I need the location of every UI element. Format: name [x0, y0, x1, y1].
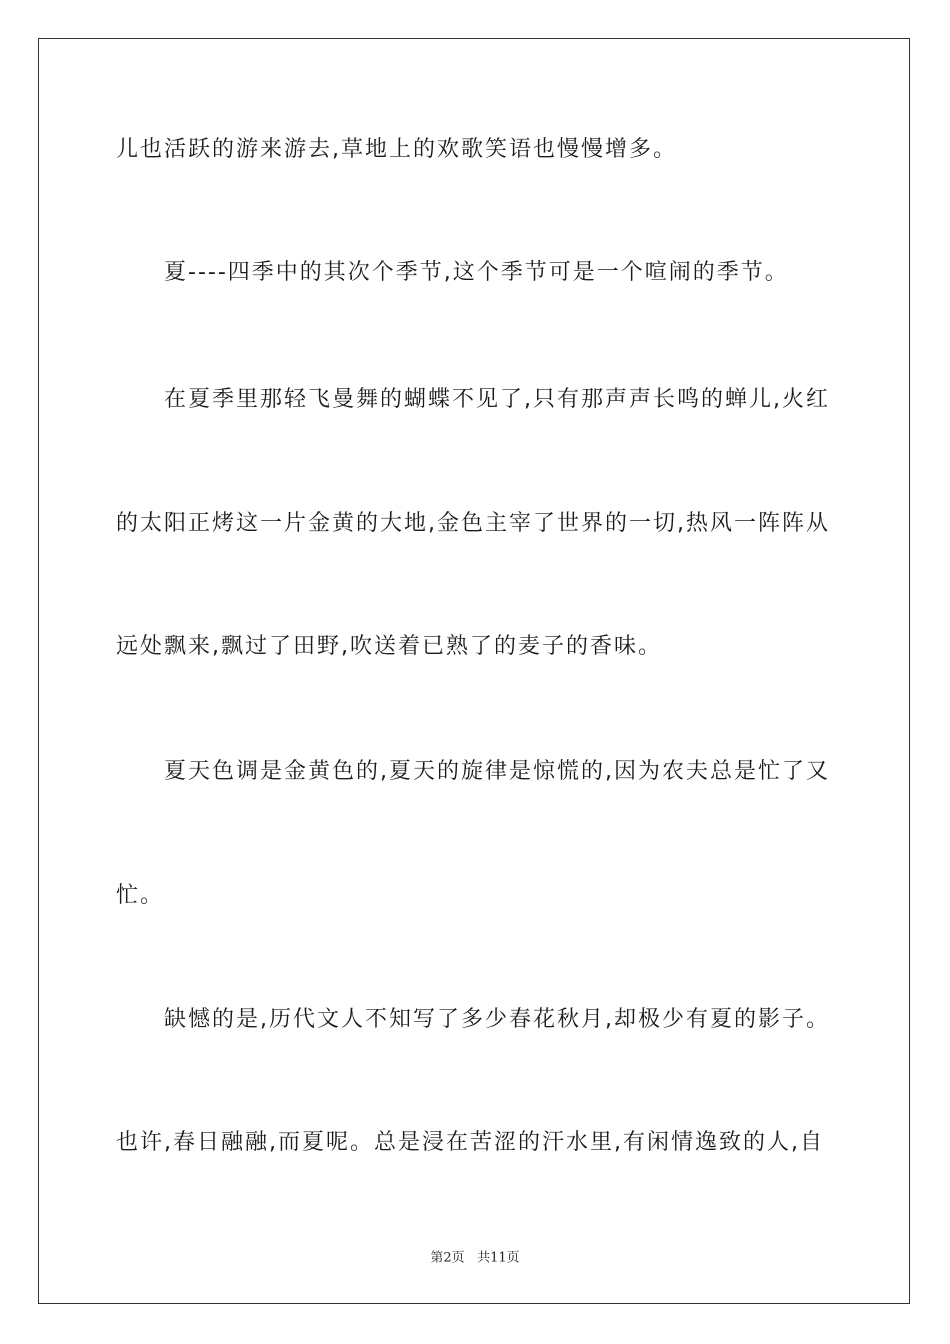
text-line-4: 的太阳正烤这一片金黄的大地,金色主宰了世界的一切,热风一阵阵从 — [116, 511, 830, 536]
page-border — [38, 38, 910, 1304]
page-number: 第2页 — [430, 1250, 465, 1266]
text-line-2: 夏----四季中的其次个季节,这个季节可是一个喧闹的季节。 — [116, 260, 789, 285]
text-line-5: 远处飘来,飘过了田野,吹送着已熟了的麦子的香味。 — [116, 634, 662, 659]
text-line-8: 缺憾的是,历代文人不知写了多少春花秋月,却极少有夏的影子。 — [116, 1007, 830, 1032]
text-line-9: 也许,春日融融,而夏呢。总是浸在苦涩的汗水里,有闲情逸致的人,自 — [116, 1130, 824, 1155]
page-total: 共11页 — [477, 1250, 520, 1266]
text-line-3: 在夏季里那轻飞曼舞的蝴蝶不见了,只有那声声长鸣的蝉儿,火红 — [116, 387, 830, 412]
text-line-7: 忙。 — [116, 883, 165, 908]
page-footer — [0, 1247, 950, 1266]
text-line-1: 儿也活跃的游来游去,草地上的欢歌笑语也慢慢增多。 — [116, 137, 677, 162]
text-line-6: 夏天色调是金黄色的,夏天的旋律是惊慌的,因为农夫总是忙了又 — [116, 759, 830, 784]
